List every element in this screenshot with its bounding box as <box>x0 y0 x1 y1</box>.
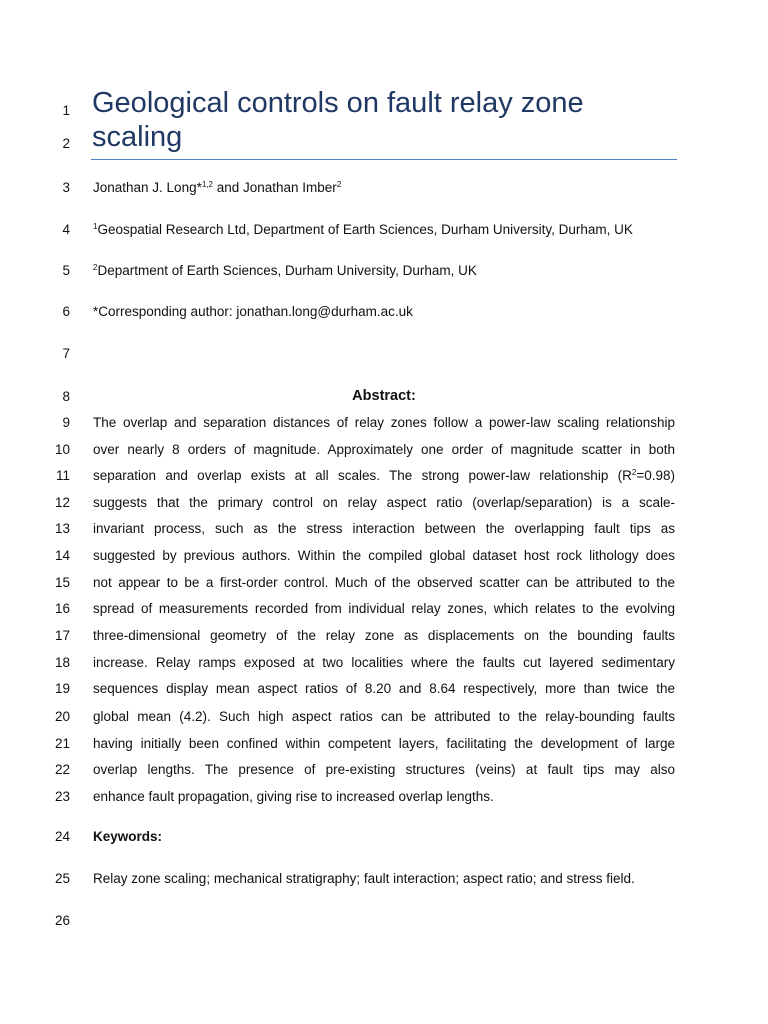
abstract-line: over nearly 8 orders of magnitude. Approximately one order of magnitude scatter in both <box>93 442 675 457</box>
line-number: 1 <box>62 103 70 118</box>
line-number: 23 <box>54 789 70 804</box>
abstract-line: global mean (4.2). Such high aspect ratios can be attributed to the relay-bounding faults <box>93 709 675 724</box>
abstract-line: spread of measurements recorded from individual relay zones, which relates to the evolving <box>93 601 675 616</box>
affiliation-sup: 2 <box>93 263 98 272</box>
paper-title-line-2: scaling <box>92 121 183 153</box>
line-number: 15 <box>54 575 70 590</box>
line-number: 24 <box>54 829 70 844</box>
line-number: 7 <box>62 346 70 361</box>
affiliation-text: Geospatial Research Ltd, Department of Earth Sciences, Durham University, Durham, UK <box>97 222 633 237</box>
author-affiliation-sup-1: 1,2 <box>201 180 213 189</box>
keywords-heading: Keywords: <box>93 829 163 844</box>
abstract-line: three-dimensional geometry of the relay zone as displacements on the bounding faults <box>93 628 675 643</box>
abstract-line: having initially been confined within competent layers, facilitating the development of large <box>93 736 675 751</box>
line-number: 10 <box>54 442 70 457</box>
line-number: 8 <box>62 389 70 404</box>
abstract-line: suggested by previous authors. Within the compiled global dataset host rock lithology does <box>93 548 675 563</box>
line-number: 16 <box>54 601 70 616</box>
line-number: 11 <box>55 468 70 483</box>
line-number: 20 <box>54 709 70 724</box>
abstract-line: The overlap and separation distances of relay zones follow a power-law scaling relationship <box>93 415 675 430</box>
line-number: 12 <box>54 495 70 510</box>
line-number: 9 <box>62 415 70 430</box>
line-number: 6 <box>62 304 70 319</box>
r-squared-sup: 2 <box>631 468 637 477</box>
line-number: 26 <box>54 913 70 928</box>
author-affiliation-sup-2: 2 <box>336 180 342 189</box>
line-number: 4 <box>62 222 70 237</box>
line-number: 13 <box>54 521 70 536</box>
title-underline <box>91 159 677 160</box>
corresponding-author: *Corresponding author: jonathan.long@durham.ac.uk <box>93 304 413 319</box>
line-number: 21 <box>54 736 70 751</box>
line-number: 14 <box>54 548 70 563</box>
abstract-line: not appear to be a first-order control. Much of the observed scatter can be attributed to the <box>93 575 675 590</box>
paper-title <box>92 86 692 154</box>
abstract-line: suggests that the primary control on relay aspect ratio (overlap/separation) is a scale- <box>93 495 675 510</box>
abstract-line: increase. Relay ramps exposed at two localities where the faults cut layered sedimentary <box>93 655 675 670</box>
line-number: 22 <box>54 762 70 777</box>
keywords-text: Relay zone scaling; mechanical stratigraphy; fault interaction; aspect ratio; and stress field. <box>93 871 635 886</box>
abstract-line: sequences display mean aspect ratios of 8.20 and 8.64 respectively, more than twice the <box>93 681 675 696</box>
line-number: 18 <box>54 655 70 670</box>
line-number: 2 <box>62 136 70 151</box>
line-number: 19 <box>54 681 70 696</box>
author-line <box>93 180 341 196</box>
abstract-line: invariant process, such as the stress interaction between the overlapping fault tips as <box>93 521 675 536</box>
author-name-2: and Jonathan Imber <box>212 180 337 195</box>
abstract-line <box>93 468 675 484</box>
abstract-line-text: separation and overlap exists at all scales. The strong power-law relationship (R <box>93 468 632 483</box>
abstract-line: overlap lengths. The presence of pre-existing structures (veins) at fault tips may also <box>93 762 675 777</box>
line-number: 3 <box>62 180 70 195</box>
author-name-1: Jonathan J. Long* <box>93 180 202 195</box>
line-number: 17 <box>54 628 70 643</box>
abstract-line: enhance fault propagation, giving rise to increased overlap lengths. <box>93 789 494 804</box>
affiliation-text: Department of Earth Sciences, Durham University, Durham, UK <box>97 263 477 278</box>
affiliation-sup: 1 <box>93 222 98 231</box>
line-number: 25 <box>54 871 70 886</box>
abstract-line-text: =0.98) <box>636 468 675 483</box>
affiliation-1 <box>93 222 633 238</box>
paper-title-line-1: Geological controls on fault relay zone <box>92 87 584 119</box>
abstract-heading: Abstract: <box>352 388 416 404</box>
affiliation-2 <box>93 263 477 279</box>
line-number: 5 <box>62 263 70 278</box>
